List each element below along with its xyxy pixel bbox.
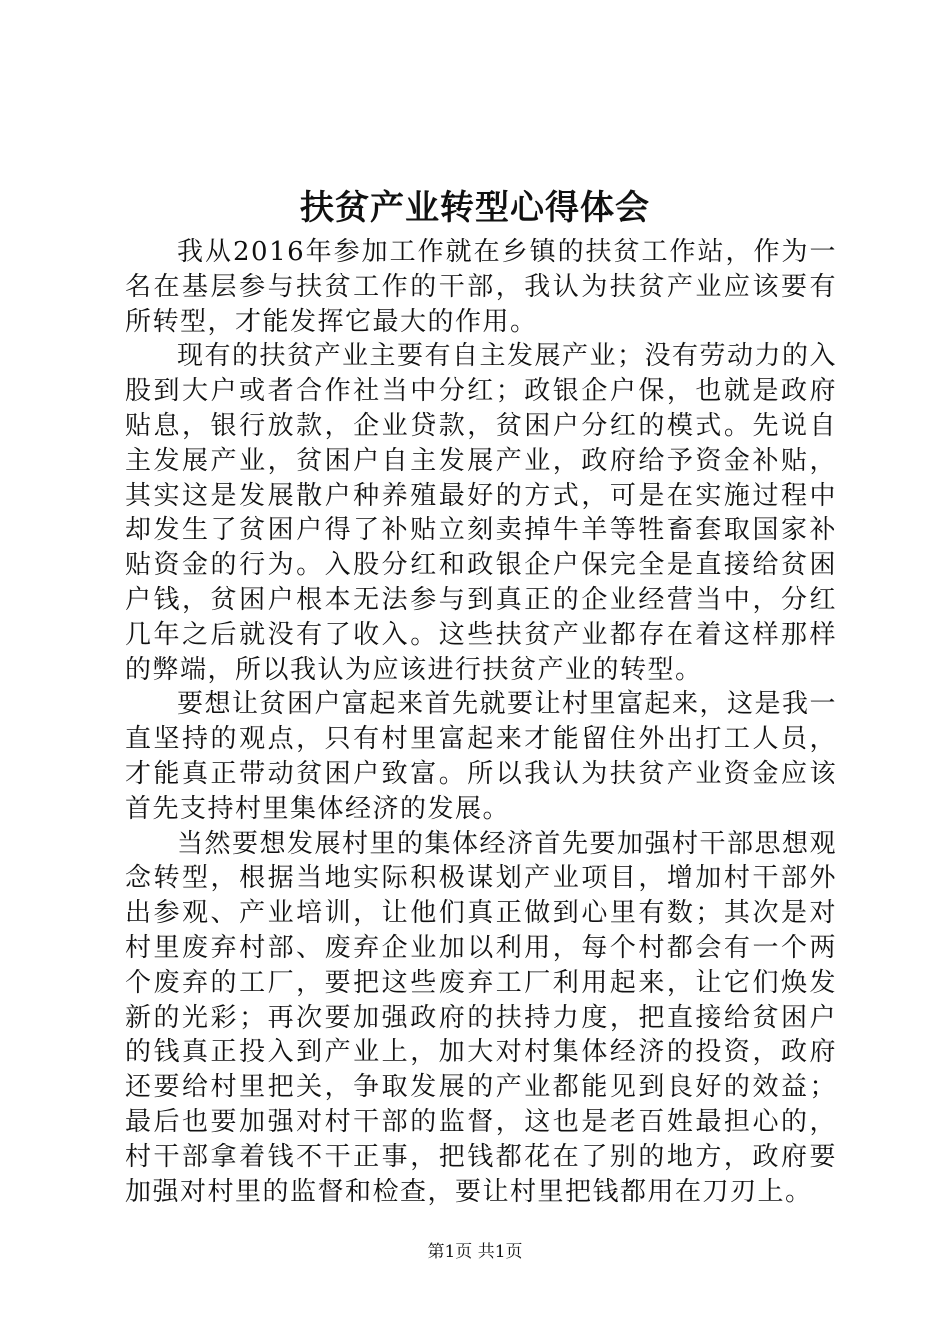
paragraph-4: 当然要想发展村里的集体经济首先要加强村干部思想观念转型，根据当地实际积极谋划产业项目，增加村干部外出参观、产业培训，让他们真正做到心里有数；其次是对村里废弃村部、废弃企业加以利用，每个村都会有一个两个废弃的工厂，要把这些废弃工厂利用起来，让它们焕发新的光彩；再次要加强政府的扶持力度，把直接给贫困户的钱真正投入到产业上，加大对村集体经济的投资，政府还要给村里把关，争取发展的产业都能见到良好的效益；最后也要加强对村干部的监督，这也是老百姓最担心的，村干部拿着钱不干正事，把钱都花在了别的地方，政府要加强对村里的监督和检查，要让村里把钱都用在刀刃上。 (125, 828, 838, 1207)
paragraph-1: 我从2016年参加工作就在乡镇的扶贫工作站，作为一名在基层参与扶贫工作的干部，我认为扶贫产业应该要有所转型，才能发挥它最大的作用。 (125, 237, 837, 337)
document-body (125, 235, 837, 1209)
document-title: 扶贫产业转型心得体会 (300, 188, 650, 228)
page-footer: 第1页 共1页 (427, 1242, 523, 1262)
paragraph-3: 要想让贫困户富起来首先就要让村里富起来，这是我一直坚持的观点，只有村里富起来才能留住外出打工人员，才能真正带动贫困户致富。所以我认为扶贫产业资金应该首先支持村里集体经济的发展。 (125, 689, 838, 824)
paragraph-2: 现有的扶贫产业主要有自主发展产业；没有劳动力的入股到大户或者合作社当中分红；政银企户保，也就是政府贴息，银行放款，企业贷款，贫困户分红的模式。先说自主发展产业，贫困户自主发展产业，政府给予资金补贴，其实这是发展散户种养殖最好的方式，可是在实施过程中却发生了贫困户得了补贴立刻卖掉牛羊等牲畜套取国家补贴资金的行为。入股分红和政银企户保完全是直接给贫困户钱，贫困户根本无法参与到真正的企业经营当中，分红几年之后就没有了收入。这些扶贫产业都存在着这样那样的弊端，所以我认为应该进行扶贫产业的转型。 (125, 341, 838, 685)
